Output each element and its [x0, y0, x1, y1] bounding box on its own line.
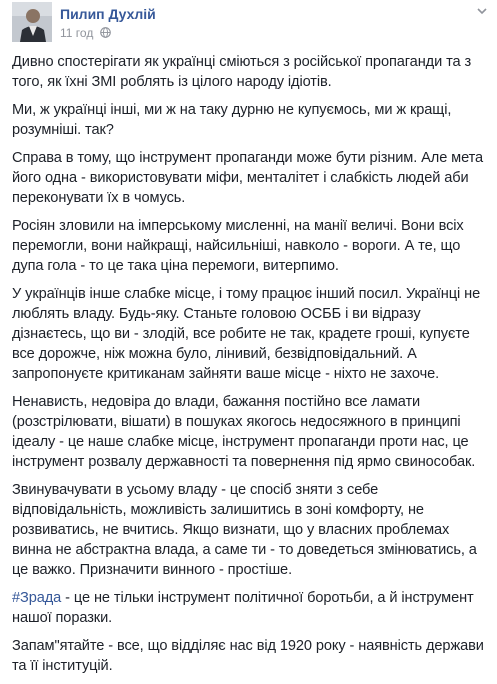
- hashtag-text: - це не тільки інструмент політичної боротьби, а й інструмент нашої поразки.: [12, 590, 474, 626]
- post-paragraph: У українців інше слабке місце, і тому працює інший посил. Українці не люблять владу. Будь-яку. Станьте головою ОСББ і ви відразу дізнаєтесь, що ви - злодій, все робите не так, крадете гроші, купуєте все дорожче, ніж можна було, лінивий, безвідповідальний. А запропонуєте критиканам зайняти ваше місце - ніхто не захоче.: [12, 286, 481, 382]
- post-header: [0, 0, 497, 52]
- post-body: [12, 52, 488, 684]
- author-name[interactable]: Пилип Духлій: [60, 6, 156, 22]
- avatar[interactable]: [12, 2, 52, 42]
- post-paragraph: Дивно спостерігати як українці сміються з російської пропаганди та з того, як їхні ЗМІ роблять із цілого народу ідіотів.: [12, 54, 472, 90]
- post-paragraph: Ми, ж українці інші, ми ж на таку дурню не купуємось, ми ж кращі, розумніші. так?: [12, 102, 452, 138]
- post-paragraph: Ненависть, недовіра до влади, бажання постійно все ламати (розстрілювати, вішати) в пошуках якогось недосяжного в принципі ідеалу - це наше слабке місце, інструмент пропаганди проти нас, це інструмент розвалу державності та повернення під ярмо свинособак.: [12, 394, 476, 470]
- post-paragraph: Запам"ятайте - все, що відділяє нас від 1920 року - наявність держави та її інституцій.: [12, 638, 484, 674]
- chevron-down-icon[interactable]: [475, 4, 489, 18]
- post-paragraph-hashtag: [12, 588, 488, 628]
- post-paragraph: Справа в тому, що інструмент пропаганди може бути різним. Але мета його одна - використовувати міфи, менталітет і слабкість людей аби переконувати їх в чомусь.: [12, 150, 484, 206]
- hashtag-link[interactable]: #Зрада: [12, 590, 62, 606]
- post-meta: [60, 26, 111, 41]
- post-time[interactable]: 11 год: [60, 26, 94, 40]
- globe-icon: [100, 27, 111, 41]
- post-paragraph: Росіян зловили на імперському мисленні, на манії величі. Вони всіх перемогли, вони найкращі, найсильніші, навколо - вороги. А те, що дупа гола - то це така ціна перемоги, витерпимо.: [12, 218, 464, 274]
- post-paragraph: Звинувачувати в усьому владу - це спосіб зняти з себе відповідальність, можливість залишитись в зоні комфорту, не розвиватись, не вчитись. Якщо визнати, що у власних проблемах винна не абстрактна влада, а саме ти - то доведеться змінюватись, а це важко. Призначити винного - простіше.: [12, 482, 477, 578]
